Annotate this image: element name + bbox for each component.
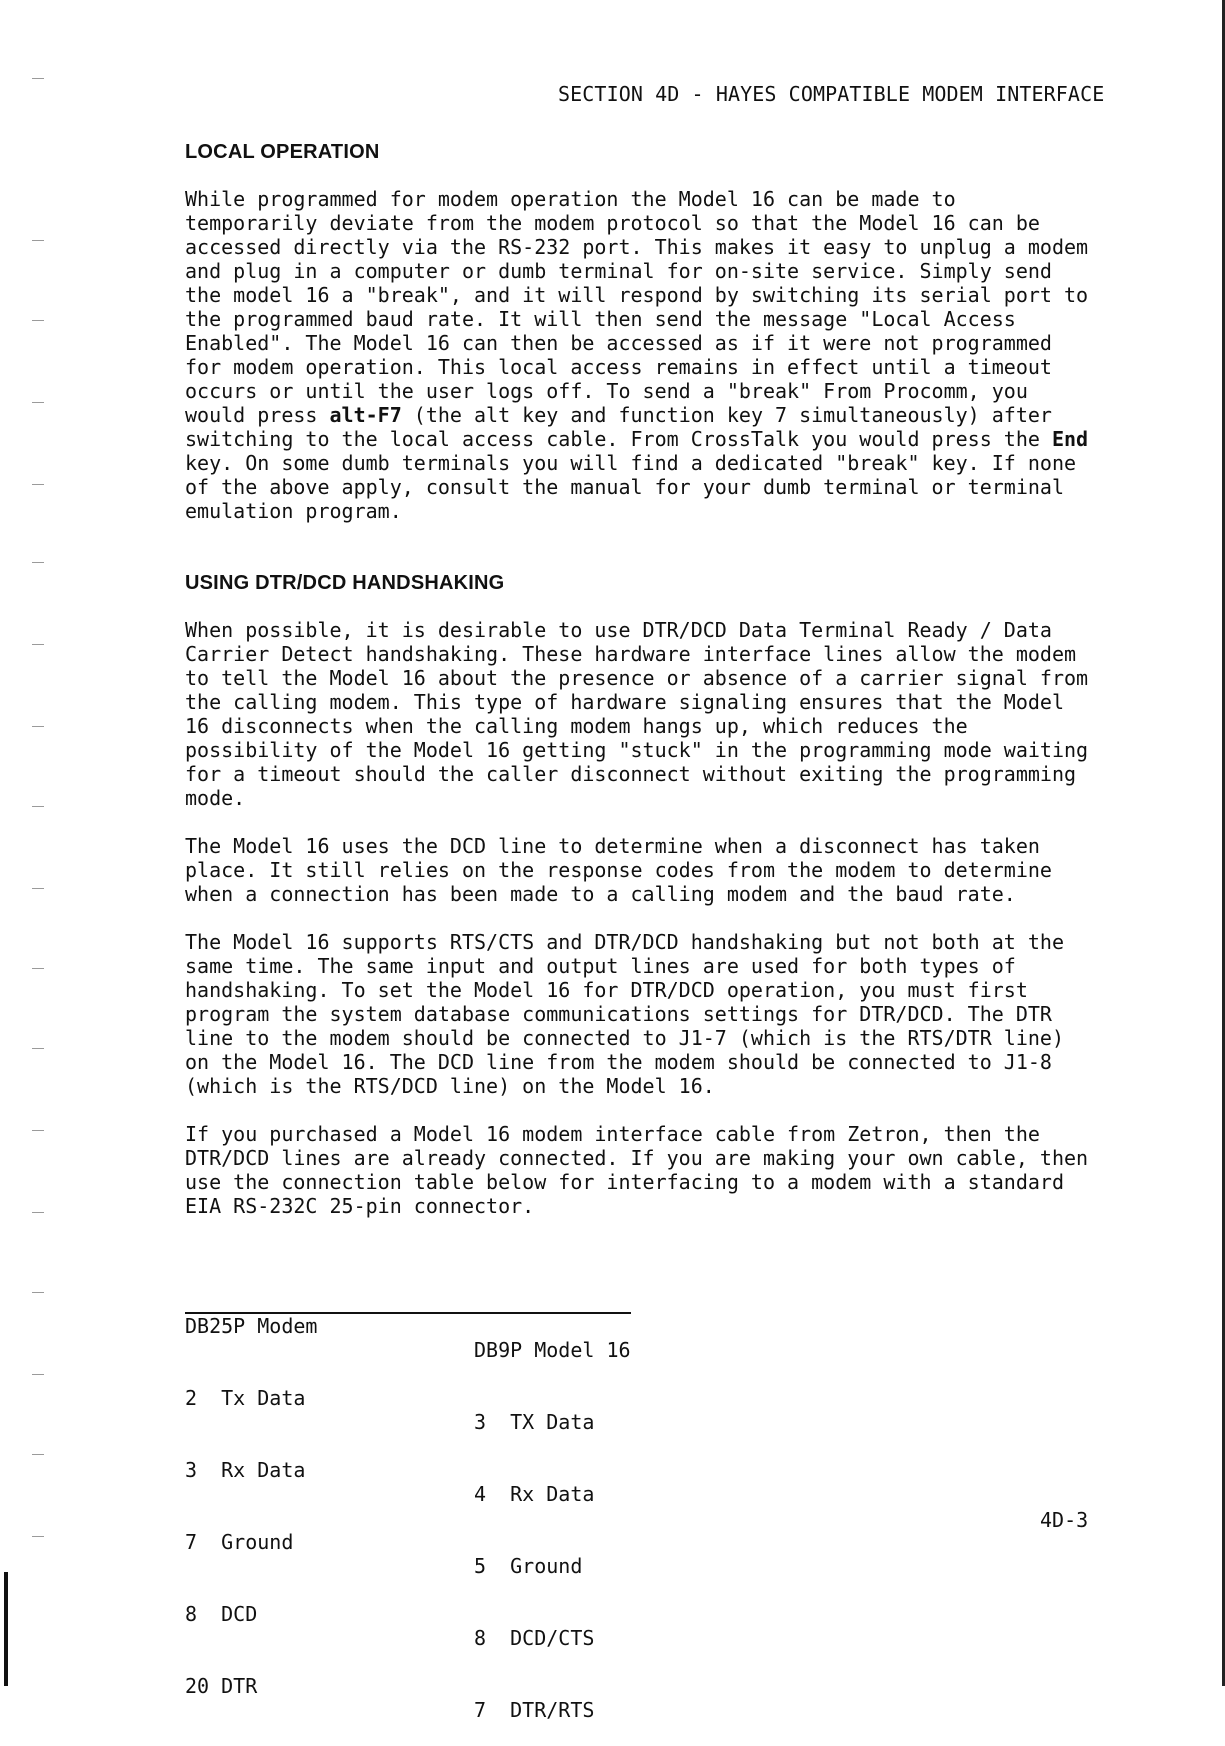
margin-tick	[32, 1374, 44, 1375]
margin-tick	[32, 1130, 44, 1131]
text-line: possibility of the Model 16 getting "stuck" in the programming mode waiting	[185, 738, 1089, 762]
text-line: place. It still relies on the response codes from the modem to determine	[185, 858, 1052, 882]
table-row	[185, 1578, 1105, 1650]
text-fragment: switching to the local access cable. From CrossTalk you would press the	[185, 427, 1052, 451]
table-cell: 7 Ground	[185, 1530, 294, 1554]
text-line: of the above apply, consult the manual for your dumb terminal or terminal	[185, 475, 1064, 499]
heading-local-operation: LOCAL OPERATION	[185, 141, 380, 163]
margin-tick	[32, 1536, 44, 1537]
table-row	[185, 1506, 1105, 1578]
table-cell: 3 Rx Data	[185, 1458, 306, 1482]
key-end: End	[1051, 427, 1089, 451]
section-header: SECTION 4D - HAYES COMPATIBLE MODEM INTERFACE	[558, 82, 1105, 106]
text-line: The Model 16 supports RTS/CTS and DTR/DCD handshaking but not both at the	[185, 930, 1064, 954]
text-line: for modem operation. This local access remains in effect until a timeout	[185, 355, 1052, 379]
margin-tick	[32, 402, 44, 403]
column-header-db25p: DB25P Modem	[185, 1314, 318, 1338]
page-content	[185, 140, 1105, 1722]
text-line: EIA RS-232C 25-pin connector.	[185, 1194, 535, 1218]
margin-tick	[32, 1212, 44, 1213]
text-line: (which is the RTS/DCD line) on the Model 16.	[185, 1074, 715, 1098]
heading-dtr-dcd-handshaking: USING DTR/DCD HANDSHAKING	[185, 572, 505, 594]
table-row	[185, 1434, 1105, 1506]
text-line: 16 disconnects when the calling modem hangs up, which reduces the	[185, 714, 968, 738]
margin-tick	[32, 888, 44, 889]
local-operation-paragraph	[185, 187, 1105, 523]
table-cell: 8 DCD/CTS	[474, 1626, 595, 1650]
text-line: The Model 16 uses the DCD line to determine when a disconnect has taken	[185, 834, 1040, 858]
text-line: While programmed for modem operation the Model 16 can be made to	[185, 187, 956, 211]
table-cell: 5 Ground	[474, 1554, 583, 1578]
text-line: and plug in a computer or dumb terminal for on-site service. Simply send	[185, 259, 1052, 283]
table-cell: 4 Rx Data	[474, 1482, 595, 1506]
text-line: same time. The same input and output lines are used for both types of	[185, 954, 1016, 978]
text-line: program the system database communications settings for DTR/DCD. The DTR	[185, 1002, 1052, 1026]
text-line: If you purchased a Model 16 modem interface cable from Zetron, then the	[185, 1122, 1040, 1146]
margin-tick	[32, 1292, 44, 1293]
margin-tick	[32, 78, 44, 79]
page-number: 4D-3	[1040, 1508, 1089, 1532]
key-combo-alt-f7: alt-F7	[329, 403, 402, 427]
text-fragment: (the alt key and function key 7 simultaneously) after	[401, 403, 1052, 427]
text-line: Carrier Detect handshaking. These hardware interface lines allow the modem	[185, 642, 1077, 666]
column-header-db9p: DB9P Model 16	[474, 1338, 631, 1362]
text-line: to tell the Model 16 about the presence or absence of a carrier signal from	[185, 666, 1089, 690]
text-line: the model 16 a "break", and it will respond by switching its serial port to	[185, 283, 1089, 307]
text-line	[185, 403, 1105, 427]
margin-tick	[32, 484, 44, 485]
text-line: the programmed baud rate. It will then send the message "Local Access	[185, 307, 1016, 331]
margin-tick	[32, 1048, 44, 1049]
text-line: when a connection has been made to a calling modem and the baud rate.	[185, 882, 1016, 906]
text-line: DTR/DCD lines are already connected. If you are making your own cable, then	[185, 1146, 1089, 1170]
binding-mark	[4, 1572, 8, 1686]
text-line: accessed directly via the RS-232 port. This makes it easy to unplug a modem	[185, 235, 1089, 259]
table-header-row	[185, 1290, 1105, 1362]
dtr-dcd-paragraph-1	[185, 618, 1105, 810]
text-line: on the Model 16. The DCD line from the modem should be connected to J1-8	[185, 1050, 1052, 1074]
text-line: When possible, it is desirable to use DTR/DCD Data Terminal Ready / Data	[185, 618, 1052, 642]
table-cell: 20 DTR	[185, 1674, 258, 1698]
margin-tick	[32, 726, 44, 727]
dtr-dcd-paragraph-2	[185, 834, 1105, 906]
table-row	[185, 1650, 1105, 1722]
text-line: occurs or until the user logs off. To send a "break" From Procomm, you	[185, 379, 1028, 403]
dtr-dcd-paragraph-4	[185, 1122, 1105, 1218]
text-line: line to the modem should be connected to J1-7 (which is the RTS/DTR line)	[185, 1026, 1064, 1050]
table-cell: 3 TX Data	[474, 1410, 595, 1434]
margin-tick	[32, 240, 44, 241]
margin-tick	[32, 1454, 44, 1455]
text-fragment: would press	[185, 403, 330, 427]
dtr-dcd-paragraph-3	[185, 930, 1105, 1098]
text-line: mode.	[185, 786, 246, 810]
margin-tick	[32, 806, 44, 807]
margin-tick	[32, 644, 44, 645]
text-line: handshaking. To set the Model 16 for DTR/DCD operation, you must first	[185, 978, 1028, 1002]
text-line: Enabled". The Model 16 can then be accessed as if it were not programmed	[185, 331, 1052, 355]
table-cell: 7 DTR/RTS	[474, 1698, 595, 1722]
margin-tick	[32, 968, 44, 969]
text-line: key. On some dumb terminals you will find a dedicated "break" key. If none	[185, 451, 1077, 475]
connection-table	[185, 1242, 1105, 1722]
table-cell: 2 Tx Data	[185, 1386, 306, 1410]
margin-tick	[32, 320, 44, 321]
text-line: use the connection table below for interfacing to a modem with a standard	[185, 1170, 1064, 1194]
text-line: the calling modem. This type of hardware signaling ensures that the Model	[185, 690, 1064, 714]
margin-tick	[32, 562, 44, 563]
text-line: emulation program.	[185, 499, 402, 523]
text-line: for a timeout should the caller disconnect without exiting the programming	[185, 762, 1077, 786]
text-line: temporarily deviate from the modem protocol so that the Model 16 can be	[185, 211, 1040, 235]
table-row	[185, 1362, 1105, 1434]
text-line	[185, 427, 1105, 451]
table-cell: 8 DCD	[185, 1602, 258, 1626]
header-underline	[185, 1312, 631, 1314]
